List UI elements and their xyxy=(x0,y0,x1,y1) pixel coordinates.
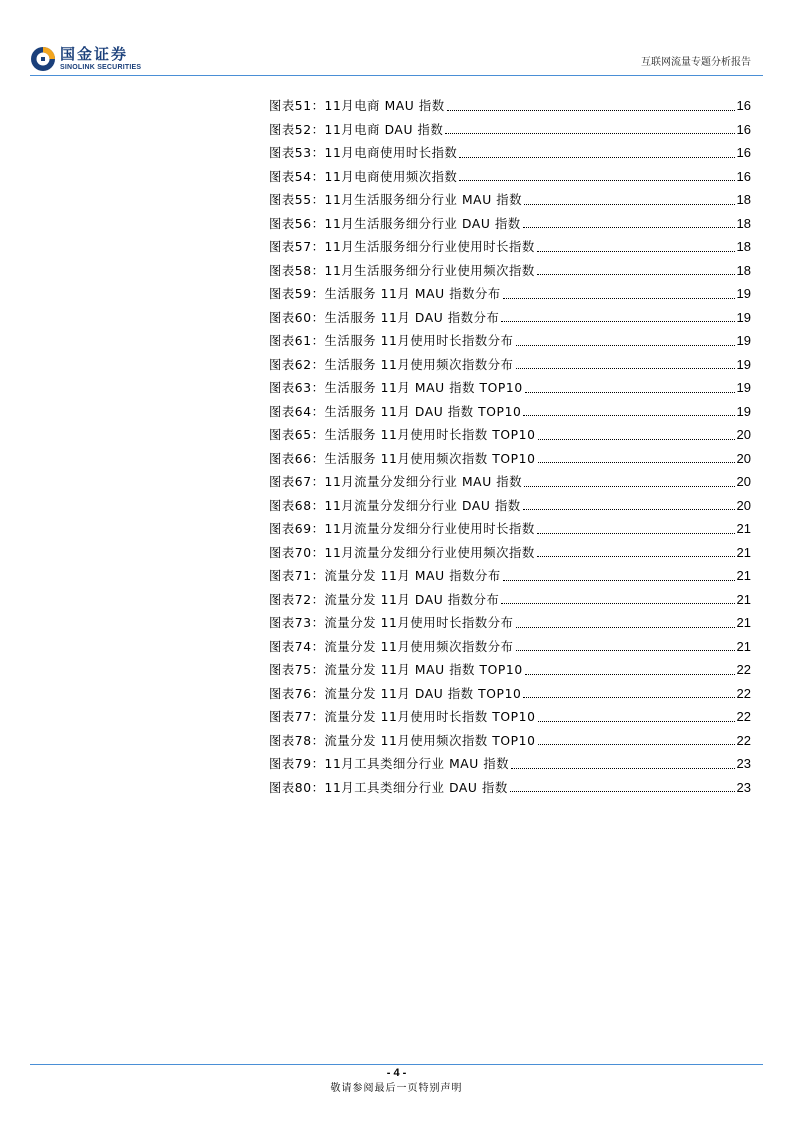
toc-entry-page: 22 xyxy=(736,709,751,724)
toc-entry[interactable] xyxy=(269,682,751,706)
toc-entry-label: 图表66：生活服务 11月使用频次指数 TOP10 xyxy=(269,451,536,466)
toc-entry[interactable] xyxy=(269,165,751,189)
toc-entry-page: 19 xyxy=(736,380,751,395)
toc-entry-label: 图表55：11月生活服务细分行业 MAU 指数 xyxy=(269,193,523,207)
toc-entry[interactable] xyxy=(269,259,751,283)
toc-entry[interactable] xyxy=(269,752,751,776)
toc-entry[interactable] xyxy=(269,705,751,729)
dot-leader xyxy=(503,298,735,299)
company-logo xyxy=(30,46,230,76)
dot-leader xyxy=(525,392,735,393)
toc-entry[interactable] xyxy=(269,635,751,659)
toc-entry-label: 图表75：流量分发 11月 MAU 指数 TOP10 xyxy=(269,663,523,677)
dot-leader xyxy=(516,345,735,346)
toc-entry-label: 图表53：11月电商使用时长指数 xyxy=(269,146,458,160)
toc-entry-page: 19 xyxy=(736,356,751,372)
dot-leader xyxy=(537,274,735,275)
dot-leader xyxy=(523,509,735,510)
toc-entry[interactable] xyxy=(269,141,751,165)
dot-leader xyxy=(538,439,735,440)
toc-entry[interactable] xyxy=(269,400,751,424)
toc-entry[interactable] xyxy=(269,235,751,259)
toc-entry[interactable] xyxy=(269,306,751,330)
dot-leader xyxy=(538,744,735,745)
toc-entry-label: 图表78：流量分发 11月使用频次指数 TOP10 xyxy=(269,733,536,748)
toc-entry-label: 图表59：生活服务 11月 MAU 指数分布 xyxy=(269,287,501,301)
toc-entry[interactable] xyxy=(269,541,751,565)
toc-entry-label: 图表67：11月流量分发细分行业 MAU 指数 xyxy=(269,475,523,489)
toc-entry[interactable] xyxy=(269,423,751,447)
toc-entry-page: 21 xyxy=(736,638,751,654)
toc-entry[interactable] xyxy=(269,94,751,118)
toc-entry-label: 图表69：11月流量分发细分行业使用时长指数 xyxy=(269,522,535,536)
disclaimer-note: 敬请参阅最后一页特别声明 xyxy=(330,1083,463,1094)
toc-entry-label: 图表74：流量分发 11月使用频次指数分布 xyxy=(269,639,514,654)
toc-entry-label: 图表77：流量分发 11月使用时长指数 TOP10 xyxy=(269,710,536,724)
dot-leader xyxy=(445,133,734,134)
toc-entry[interactable] xyxy=(269,729,751,753)
toc-entry-page: 21 xyxy=(736,591,751,607)
toc-entry-label: 图表73：流量分发 11月使用时长指数分布 xyxy=(269,616,514,630)
toc-entry-label: 图表79：11月工具类细分行业 MAU 指数 xyxy=(269,757,510,771)
dot-leader xyxy=(537,251,735,252)
toc-entry-page: 16 xyxy=(736,145,751,160)
toc-entry-page: 19 xyxy=(736,309,751,325)
dot-leader xyxy=(523,697,734,698)
toc-entry[interactable] xyxy=(269,564,751,588)
dot-leader xyxy=(516,650,735,651)
dot-leader xyxy=(447,110,735,111)
toc-entry[interactable] xyxy=(269,658,751,682)
dot-leader xyxy=(538,462,735,463)
toc-entry-label: 图表64：生活服务 11月 DAU 指数 TOP10 xyxy=(269,404,522,419)
dot-leader xyxy=(537,556,735,557)
toc-entry-page: 22 xyxy=(736,685,751,701)
toc-entry-page: 21 xyxy=(736,615,751,630)
toc-entry[interactable] xyxy=(269,447,751,471)
toc-entry-label: 图表62：生活服务 11月使用频次指数分布 xyxy=(269,357,514,372)
dot-leader xyxy=(516,627,735,628)
toc-entry[interactable] xyxy=(269,776,751,800)
toc-entry-label: 图表57：11月生活服务细分行业使用时长指数 xyxy=(269,240,535,254)
toc-entry-page: 16 xyxy=(736,121,751,137)
dot-leader xyxy=(459,180,734,181)
toc-entry-label: 图表70：11月流量分发细分行业使用频次指数 xyxy=(269,545,535,560)
toc-entry-label: 图表72：流量分发 11月 DAU 指数分布 xyxy=(269,592,500,607)
toc-entry[interactable] xyxy=(269,329,751,353)
toc-entry-label: 图表51：11月电商 MAU 指数 xyxy=(269,99,445,113)
page-header xyxy=(0,0,793,80)
toc-entry-page: 20 xyxy=(736,474,751,489)
brand-name-cn: 国金证券 xyxy=(60,45,129,63)
page-number: - 4 - xyxy=(386,1067,407,1079)
dot-leader xyxy=(459,157,734,158)
dot-leader xyxy=(501,603,734,604)
toc-entry-label: 图表54：11月电商使用频次指数 xyxy=(269,169,458,184)
toc-entry[interactable] xyxy=(269,212,751,236)
toc-entry-page: 23 xyxy=(736,756,751,771)
toc-entry-page: 19 xyxy=(736,333,751,348)
toc-entry-page: 22 xyxy=(736,732,751,748)
dot-leader xyxy=(516,368,735,369)
toc-entry-page: 21 xyxy=(736,521,751,536)
toc-entry[interactable] xyxy=(269,494,751,518)
header-divider xyxy=(30,75,763,76)
figure-list xyxy=(269,94,751,799)
toc-entry-label: 图表63：生活服务 11月 MAU 指数 TOP10 xyxy=(269,381,523,395)
toc-entry-label: 图表65：生活服务 11月使用时长指数 TOP10 xyxy=(269,428,536,442)
toc-entry-page: 16 xyxy=(736,98,751,113)
toc-entry-page: 20 xyxy=(736,427,751,442)
toc-entry-page: 23 xyxy=(736,779,751,795)
dot-leader xyxy=(511,768,734,769)
toc-entry-page: 18 xyxy=(736,192,751,207)
toc-entry-label: 图表80：11月工具类细分行业 DAU 指数 xyxy=(269,780,508,795)
toc-entry[interactable] xyxy=(269,611,751,635)
toc-entry-label: 图表52：11月电商 DAU 指数 xyxy=(269,122,444,137)
toc-entry-label: 图表60：生活服务 11月 DAU 指数分布 xyxy=(269,310,500,325)
toc-entry-page: 20 xyxy=(736,450,751,466)
dot-leader xyxy=(537,533,735,534)
toc-entry[interactable] xyxy=(269,353,751,377)
dot-leader xyxy=(524,486,734,487)
toc-entry-page: 18 xyxy=(736,215,751,231)
toc-entry-label: 图表56：11月生活服务细分行业 DAU 指数 xyxy=(269,216,521,231)
toc-entry[interactable] xyxy=(269,588,751,612)
toc-entry-page: 20 xyxy=(736,497,751,513)
toc-entry-label: 图表71：流量分发 11月 MAU 指数分布 xyxy=(269,569,501,583)
dot-leader xyxy=(523,227,735,228)
toc-entry-page: 16 xyxy=(736,168,751,184)
toc-entry[interactable] xyxy=(269,118,751,142)
toc-entry[interactable] xyxy=(269,470,751,494)
dot-leader xyxy=(523,415,734,416)
toc-entry-page: 21 xyxy=(736,544,751,560)
toc-entry[interactable] xyxy=(269,188,751,212)
dot-leader xyxy=(501,321,734,322)
toc-entry-label: 图表61：生活服务 11月使用时长指数分布 xyxy=(269,334,514,348)
dot-leader xyxy=(510,791,735,792)
toc-entry-page: 22 xyxy=(736,662,751,677)
dot-leader xyxy=(503,580,735,581)
toc-entry-label: 图表58：11月生活服务细分行业使用频次指数 xyxy=(269,263,535,278)
logo-mark-icon xyxy=(30,46,56,72)
footer-divider xyxy=(30,1064,763,1065)
toc-entry[interactable] xyxy=(269,282,751,306)
dot-leader xyxy=(524,204,734,205)
toc-entry-page: 18 xyxy=(736,239,751,254)
toc-entry[interactable] xyxy=(269,376,751,400)
dot-leader xyxy=(525,674,735,675)
toc-entry-page: 19 xyxy=(736,286,751,301)
dot-leader xyxy=(538,721,735,722)
brand-name-en: SINOLINK SECURITIES xyxy=(60,64,142,71)
toc-entry[interactable] xyxy=(269,517,751,541)
report-title: 互联网流量专题分析报告 xyxy=(641,57,751,68)
toc-entry-page: 21 xyxy=(736,568,751,583)
toc-entry-label: 图表68：11月流量分发细分行业 DAU 指数 xyxy=(269,498,521,513)
toc-entry-label: 图表76：流量分发 11月 DAU 指数 TOP10 xyxy=(269,686,522,701)
toc-entry-page: 18 xyxy=(736,262,751,278)
toc-entry-page: 19 xyxy=(736,403,751,419)
